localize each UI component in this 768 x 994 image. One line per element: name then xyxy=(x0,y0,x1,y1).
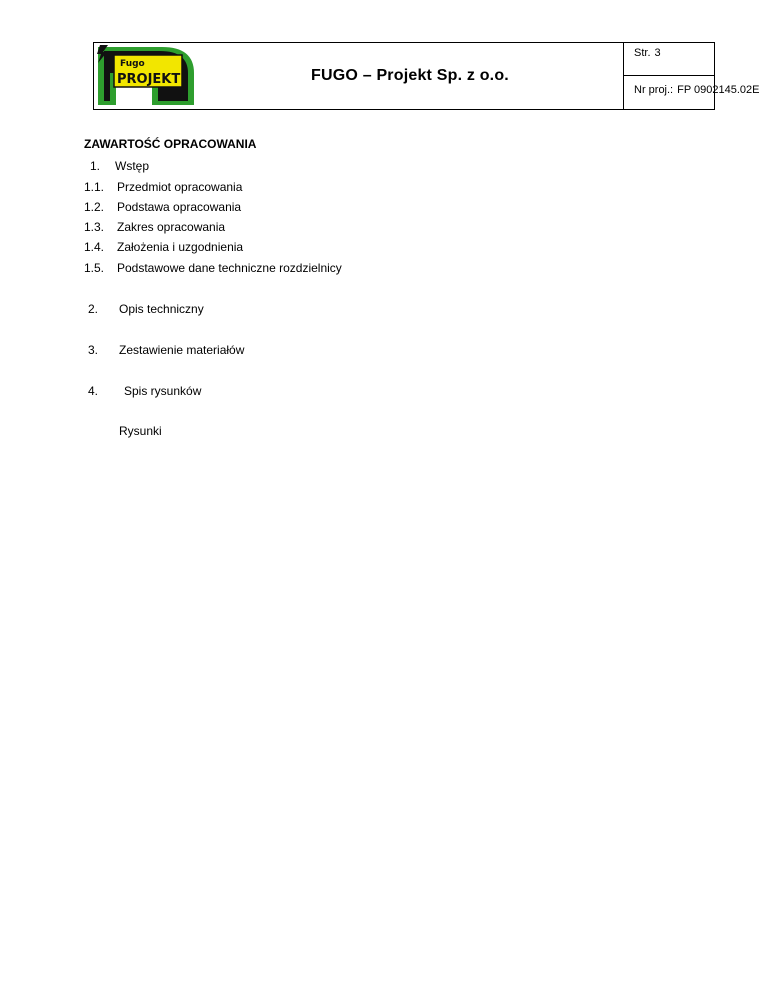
toc-item xyxy=(88,384,201,398)
info-cell xyxy=(623,43,760,109)
toc-item-label: Podstawa opracowania xyxy=(117,200,242,214)
fugo-projekt-logo-icon xyxy=(94,43,198,109)
page-label: Str. xyxy=(634,47,651,59)
toc-item xyxy=(84,220,225,234)
toc-item-label: Zestawienie materiałów xyxy=(119,343,245,357)
toc-item-label: Wstęp xyxy=(115,159,150,173)
toc-item xyxy=(84,200,241,214)
toc-item xyxy=(90,159,149,173)
toc-item-label: Założenia i uzgodnienia xyxy=(117,240,244,254)
toc-item-number: 2. xyxy=(88,302,99,316)
toc-item xyxy=(88,302,204,316)
toc-item-label: Zakres opracowania xyxy=(117,220,226,234)
toc-item-number: 1. xyxy=(90,159,101,173)
company-title-cell xyxy=(198,43,622,109)
toc-item-label: Opis techniczny xyxy=(119,302,204,316)
toc-item-number: 4. xyxy=(88,384,99,398)
project-number: FP 0902145.02E xyxy=(677,84,760,96)
company-logo xyxy=(94,43,198,109)
toc-item-number: 1.1. xyxy=(84,180,105,194)
logo-text-main: PROJEKT xyxy=(117,72,181,87)
toc-item xyxy=(84,240,243,254)
page-number-row xyxy=(624,43,715,76)
toc-item-number: 1.3. xyxy=(84,220,105,234)
toc-item xyxy=(88,343,244,357)
toc-item-label: Podstawowe dane techniczne rozdzielnicy xyxy=(117,261,342,275)
toc-item xyxy=(84,261,342,275)
document-header xyxy=(93,42,760,110)
toc-extra: Rysunki xyxy=(119,424,162,438)
toc-item-label: Przedmiot opracowania xyxy=(117,180,243,194)
toc-item-number: 1.4. xyxy=(84,240,105,254)
toc-item-number: 1.5. xyxy=(84,261,105,275)
company-name: FUGO – Projekt Sp. z o.o. xyxy=(311,67,509,84)
project-number-row xyxy=(624,76,760,109)
toc-heading: ZAWARTOŚĆ OPRACOWANIA xyxy=(84,137,257,151)
toc-item-number: 1.2. xyxy=(84,200,105,214)
toc-item-label: Spis rysunków xyxy=(124,384,202,398)
project-label: Nr proj.: xyxy=(634,84,674,96)
toc-item xyxy=(84,180,242,194)
logo-text-top: Fugo xyxy=(120,59,145,69)
toc-item-number: 3. xyxy=(88,343,99,357)
page-number: 3 xyxy=(654,47,661,59)
